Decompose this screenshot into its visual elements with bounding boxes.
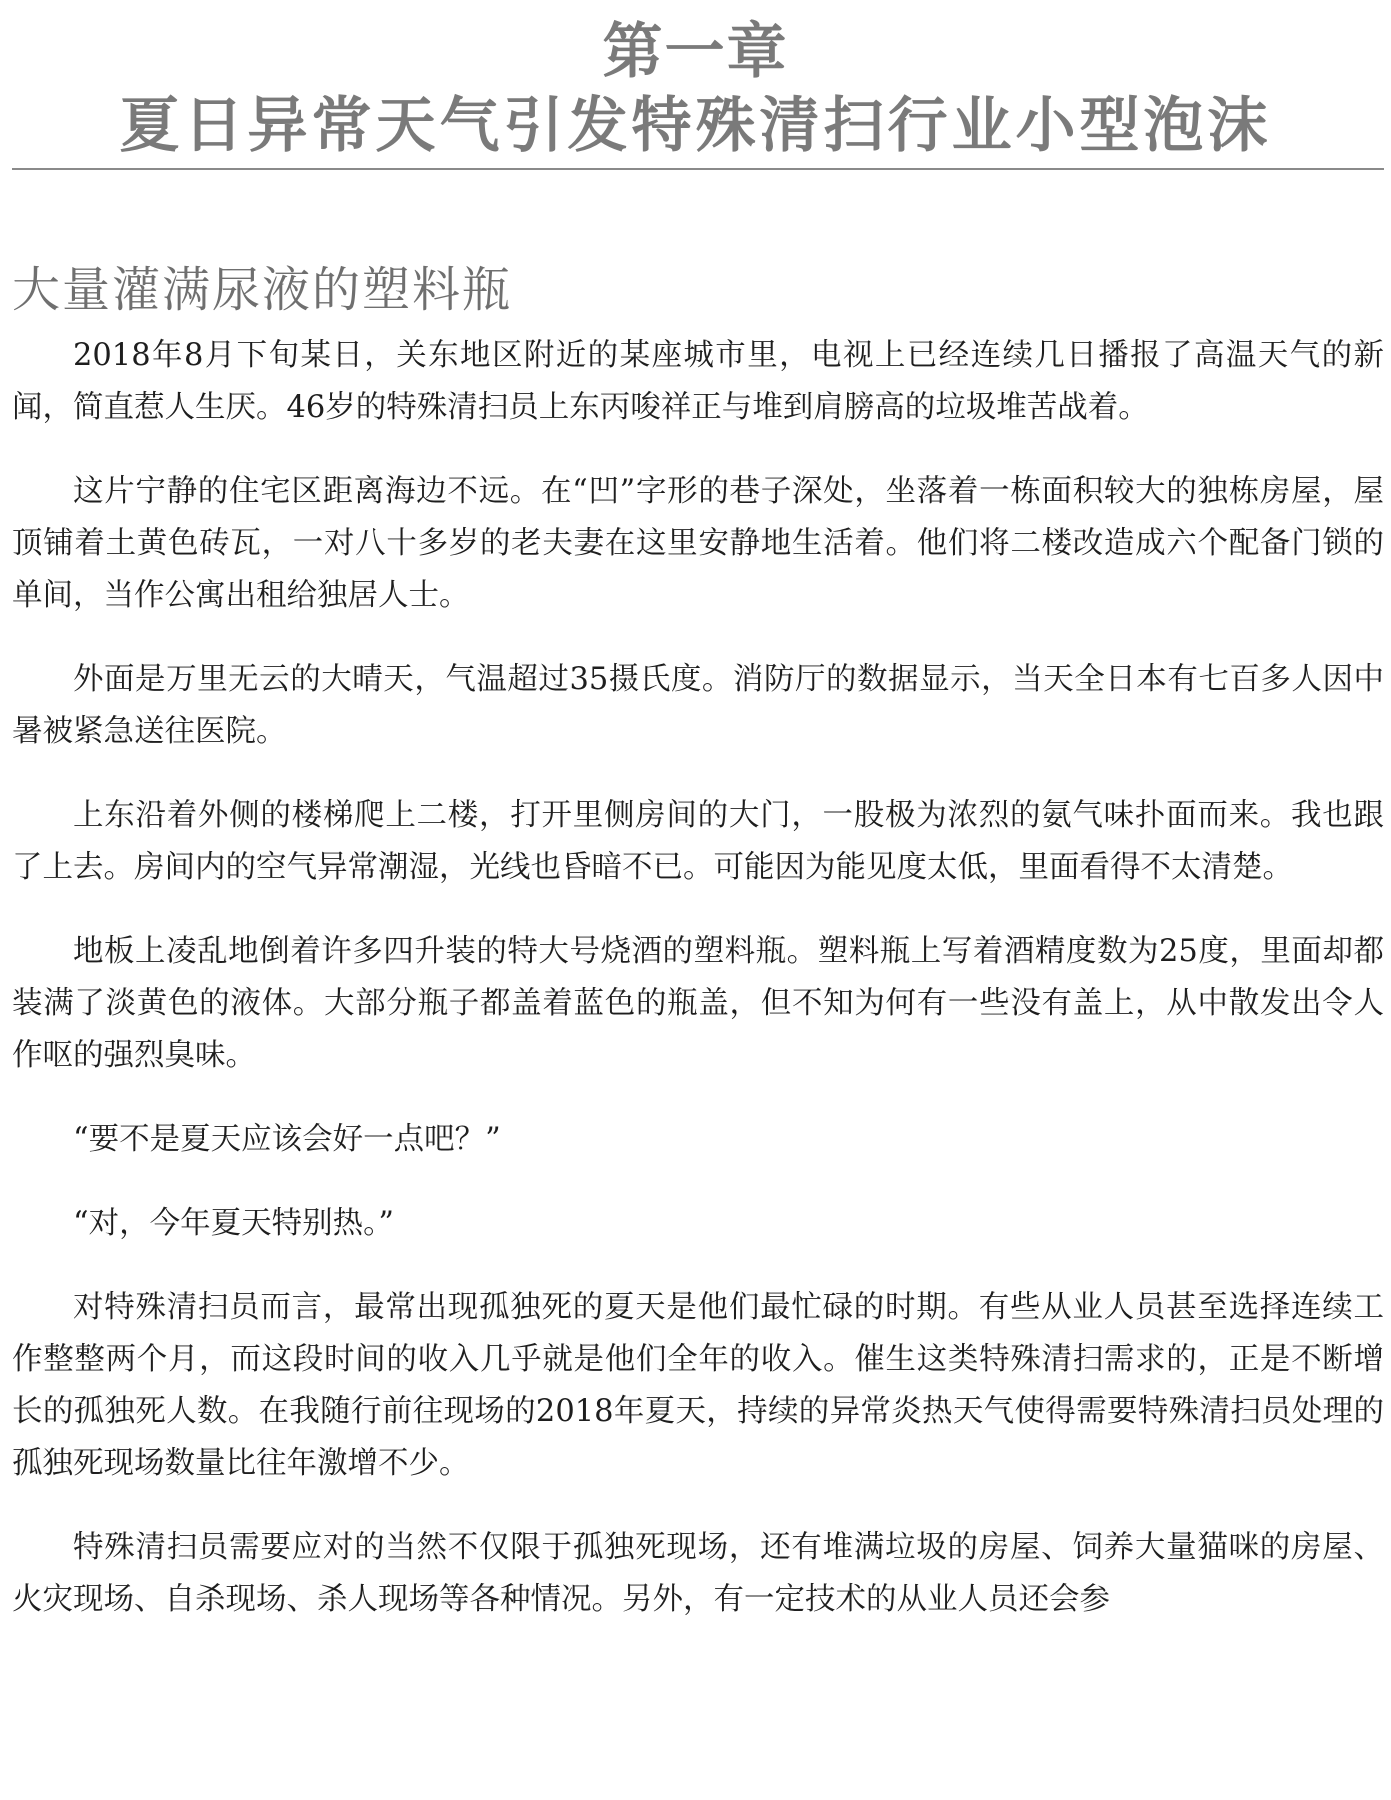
- section-title: 大量灌满尿液的塑料瓶: [12, 261, 513, 318]
- paragraph: “对，今年夏天特别热。”: [73, 1206, 394, 1241]
- paragraph: 地板上凌乱地倒着许多四升装的特大号烧酒的塑料瓶。塑料瓶上写着酒精度数为25度，里面却都装满了淡黄色的液体。大部分瓶子都盖着蓝色的瓶盖，但不知为何有一些没有盖上，从中散发出令人作呕的强烈臭味。: [12, 934, 1384, 1073]
- body-text: [12, 330, 1384, 1658]
- paragraph: “要不是夏天应该会好一点吧？”: [73, 1122, 501, 1157]
- paragraph: 2018年8月下旬某日，关东地区附近的某座城市里，电视上已经连续几日播报了高温天气的新闻，简直惹人生厌。46岁的特殊清扫员上东丙唆祥正与堆到肩膀高的垃圾堆苦战着。: [12, 338, 1384, 425]
- paragraph: 特殊清扫员需要应对的当然不仅限于孤独死现场，还有堆满垃圾的房屋、饲养大量猫咪的房屋、火灾现场、自杀现场、杀人现场等各种情况。另外，有一定技术的从业人员还会参: [12, 1530, 1384, 1617]
- paragraph: 上东沿着外侧的楼梯爬上二楼，打开里侧房间的大门，一股极为浓烈的氨气味扑面而来。我也跟了上去。房间内的空气异常潮湿，光线也昏暗不已。可能因为能见度太低，里面看得不太清楚。: [12, 798, 1384, 885]
- paragraph: 对特殊清扫员而言，最常出现孤独死的夏天是他们最忙碌的时期。有些从业人员甚至选择连续工作整整两个月，而这段时间的收入几乎就是他们全年的收入。催生这类特殊清扫需求的，正是不断增长的孤独死人数。在我随行前往现场的2018年夏天，持续的异常炎热天气使得需要特殊清扫员处理的孤独死现场数量比往年激增不少。: [12, 1290, 1384, 1481]
- paragraph: 这片宁静的住宅区距离海边不远。在“凹”字形的巷子深处，坐落着一栋面积较大的独栋房屋，屋顶铺着土黄色砖瓦，一对八十多岁的老夫妻在这里安静地生活着。他们将二楼改造成六个配备门锁的单间，当作公寓出租给独居人士。: [12, 474, 1384, 613]
- chapter-number: 第一章: [602, 17, 789, 87]
- chapter-title: 夏日异常天气引发特殊清扫行业小型泡沫: [119, 91, 1272, 161]
- chapter-header: [0, 18, 1391, 162]
- header-divider: [12, 168, 1384, 170]
- paragraph: 外面是万里无云的大晴天，气温超过35摄氏度。消防厅的数据显示，当天全日本有七百多人因中暑被紧急送往医院。: [12, 662, 1384, 749]
